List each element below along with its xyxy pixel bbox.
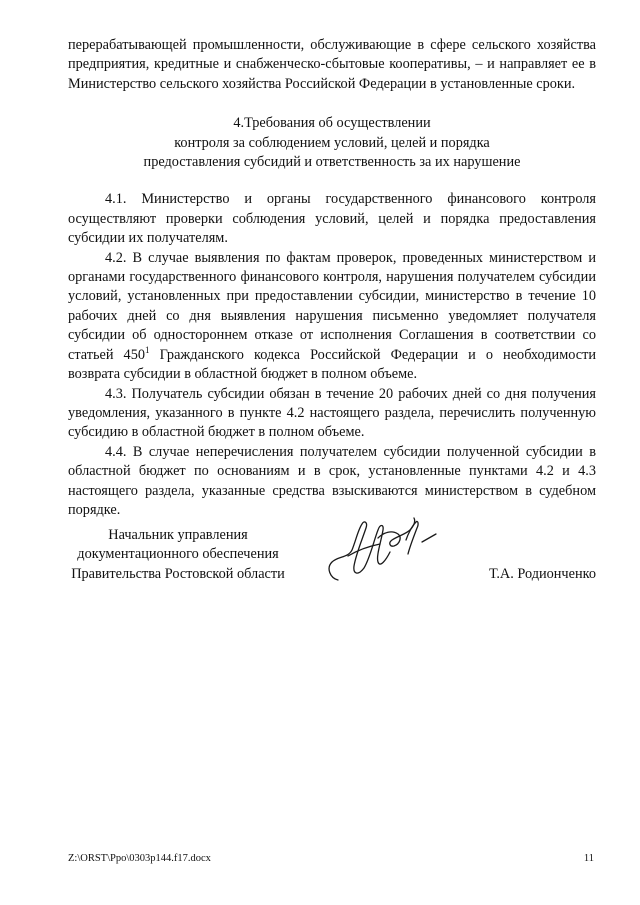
page-number: 11 xyxy=(583,853,594,864)
clause-4-1: 4.1. Министерство и органы государственного финансового контроля осуществляют проверки соблюдения условий, целей и порядка предоставления субсидии их получателям. xyxy=(68,191,596,247)
spacer xyxy=(68,172,596,190)
file-path: Z:\ORST\Ppo\0303p144.f17.docx xyxy=(68,853,211,864)
section-heading-line: предоставления субсидий и ответственность за их нарушение xyxy=(143,154,521,171)
clause-4-2 xyxy=(68,249,596,385)
intro-paragraph: перерабатывающей промышленности, обслуживающие в сфере сельского хозяйства предприятия, кредитные и снабженческо-сбытовые кооперативы, – и направляет ее в Министерство сельского хозяйства Российской Федерации в установленные сроки. xyxy=(68,37,596,92)
section-heading-line: контроля за соблюдением условий, целей и порядка xyxy=(174,134,490,151)
position-line: документационного обеспечения xyxy=(77,546,279,563)
clause-4-2-text: 4.2. В случае выявления по фактам проверок, проведенных министерством и органами государственного финансового контроля, нарушения получателем субсидии условий, установленных при предоставлении субсидии, министерство в течение 10 рабочих дней со дня выявления нарушения письменно уведомляет получателя субсидии об одностороннем отказе от исполнения Соглашения в соответствии со статьей 450 xyxy=(68,249,596,363)
article-superscript: 1 xyxy=(145,344,150,355)
clause-4-3: 4.3. Получатель субсидии обязан в течение 20 рабочих дней со дня получения уведомления, указанного в пункте 4.2 настоящего раздела, перечислить полученную субсидию в областной бюджет в полном объеме. xyxy=(68,385,596,441)
handwritten-signature xyxy=(318,510,456,590)
position-line: Правительства Ростовской области xyxy=(71,565,285,582)
signatory-name: Т.А. Родионченко xyxy=(489,566,596,582)
clause-4-4: 4.4. В случае неперечисления получателем субсидии полученной субсидии в областной бюджет по основаниям и в срок, установленные пунктами 4.2 и 4.3 настоящего раздела, указанные средства взыскиваются министерством в судебном порядке. xyxy=(68,443,596,518)
signatory-position xyxy=(68,526,288,584)
document-body xyxy=(68,36,596,520)
section-heading xyxy=(68,114,596,172)
section-heading-line: 4.Требования об осуществлении xyxy=(233,115,431,132)
clause-4-2-text-end: Гражданского кодекса Российской Федерации и о необходимости возврата субсидии в областной бюджет в полном объеме. xyxy=(68,346,596,383)
position-line: Начальник управления xyxy=(108,527,248,543)
